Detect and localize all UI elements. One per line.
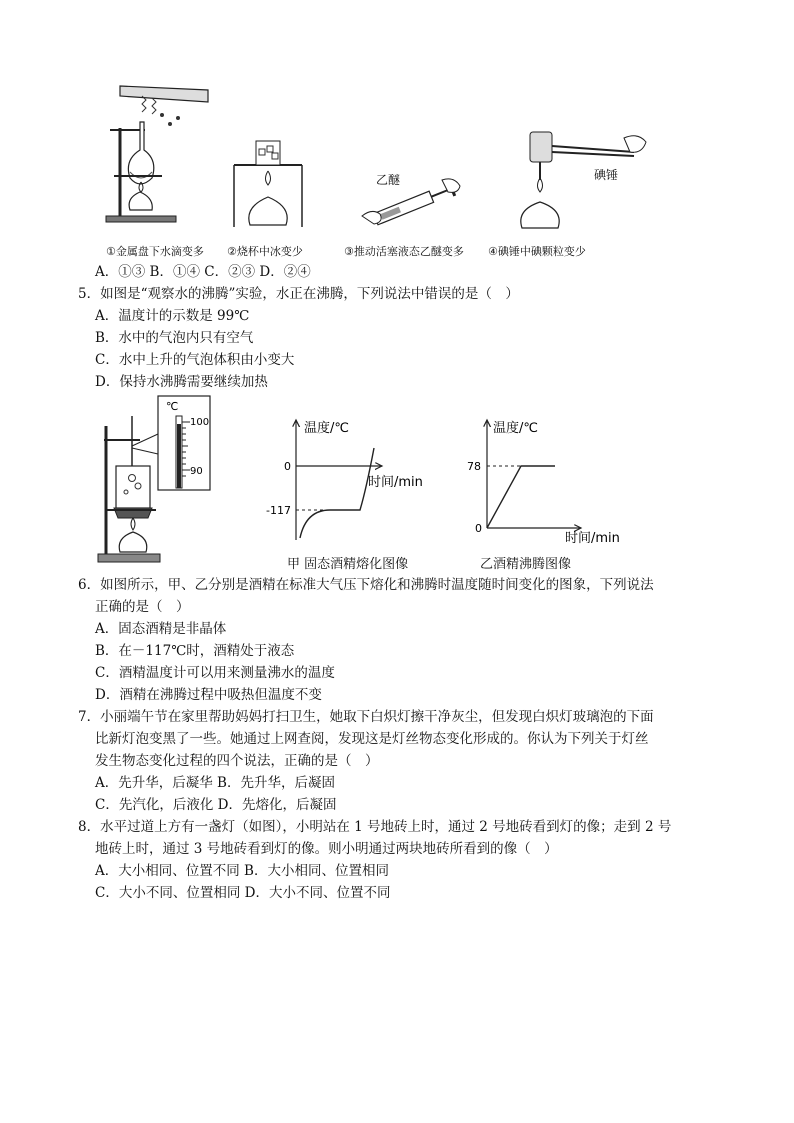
q7-stem-2: 比新灯泡变黑了一些。她通过上网查阅，发现这是灯丝物态变化形成的。你认为下列关于灯丝 xyxy=(95,731,649,747)
q6-option-c: C．酒精温度计可以用来测量沸水的温度 xyxy=(95,665,335,681)
ether-label: 乙醚 xyxy=(376,173,401,187)
yi-xlabel: 时间/min xyxy=(565,531,620,546)
hammer-label: 碘锤 xyxy=(594,168,619,182)
jia-xlabel: 时间/min xyxy=(368,475,423,490)
jia-ylabel: 温度/℃ xyxy=(304,421,349,436)
caption-3: ③推动活塞液态乙醚变多 xyxy=(344,245,464,258)
figure-4-apparatus xyxy=(512,128,662,233)
q4-options: A．①③ B．①④ C．②③ D．②④ xyxy=(95,264,311,280)
yi-ytick: 78 xyxy=(467,460,481,473)
figure-3-apparatus xyxy=(358,172,468,232)
q8-options-2: C．大小不同、位置相同 D．大小不同、位置不同 xyxy=(95,885,391,901)
q5-option-c: C．水中上升的气泡体积由小变大 xyxy=(95,352,295,368)
jia-ytick: -117 xyxy=(266,504,291,517)
yi-caption: 乙酒精沸腾图像 xyxy=(480,557,572,572)
graph-jia xyxy=(260,410,435,550)
thermometer-zoom xyxy=(128,394,214,494)
q6-option-d: D．酒精在沸腾过程中吸热但温度不变 xyxy=(95,687,322,703)
thermo-unit: ℃ xyxy=(166,400,179,413)
q7-options-2: C．先汽化，后液化 D．先熔化，后凝固 xyxy=(95,797,337,813)
graph-yi xyxy=(455,410,635,550)
q5-option-b: B．水中的气泡内只有空气 xyxy=(95,330,254,346)
q7-stem-3: 发生物态变化过程的四个说法，正确的是（ ） xyxy=(95,753,379,769)
q7-options-1: A．先升华，后凝华 B．先升华，后凝固 xyxy=(95,775,335,791)
caption-2: ②烧杯中冰变少 xyxy=(227,245,303,258)
thermo-100: 100 xyxy=(190,417,210,428)
yi-ylabel: 温度/℃ xyxy=(493,421,538,436)
q5-option-a: A．温度计的示数是 99℃ xyxy=(95,308,250,324)
yi-zero: 0 xyxy=(475,522,482,535)
q8-stem-2: 地砖上时，通过 3 号地砖看到灯的像。则小明通过两块地砖所看到的像（ ） xyxy=(95,841,558,857)
q8-stem-1: 8．水平过道上方有一盏灯（如图），小明站在 1 号地砖上时，通过 2 号地砖看到灯的像；走到 2 号 xyxy=(78,819,672,835)
q5-option-d: D．保持水沸腾需要继续加热 xyxy=(95,374,268,390)
q8-options-1: A．大小相同、位置不同 B．大小相同、位置相同 xyxy=(95,863,389,879)
q6-option-b: B．在－117℃时，酒精处于液态 xyxy=(95,643,295,659)
q6-stem-1: 6．如图所示，甲、乙分别是酒精在标准大气压下熔化和沸腾时温度随时间变化的图象，下列说法 xyxy=(78,577,654,593)
q5-stem: 5．如图是“观察水的沸腾”实验，水正在沸腾，下列说法中错误的是（ ） xyxy=(78,286,519,302)
caption-4: ④碘锤中碘颗粒变少 xyxy=(488,245,586,258)
caption-1: ①金属盘下水滴变多 xyxy=(106,245,204,258)
q7-stem-1: 7．小丽端午节在家里帮助妈妈打扫卫生，她取下白炽灯擦干净灰尘，但发现白炽灯玻璃泡的下面 xyxy=(78,709,654,725)
jia-zero: 0 xyxy=(284,460,291,473)
jia-caption: 甲 固态酒精熔化图像 xyxy=(287,557,409,572)
figure-2-apparatus xyxy=(228,135,308,230)
thermo-90: 90 xyxy=(190,466,203,477)
q6-stem-2: 正确的是（ ） xyxy=(95,599,190,615)
q6-option-a: A．固态酒精是非晶体 xyxy=(95,621,227,637)
